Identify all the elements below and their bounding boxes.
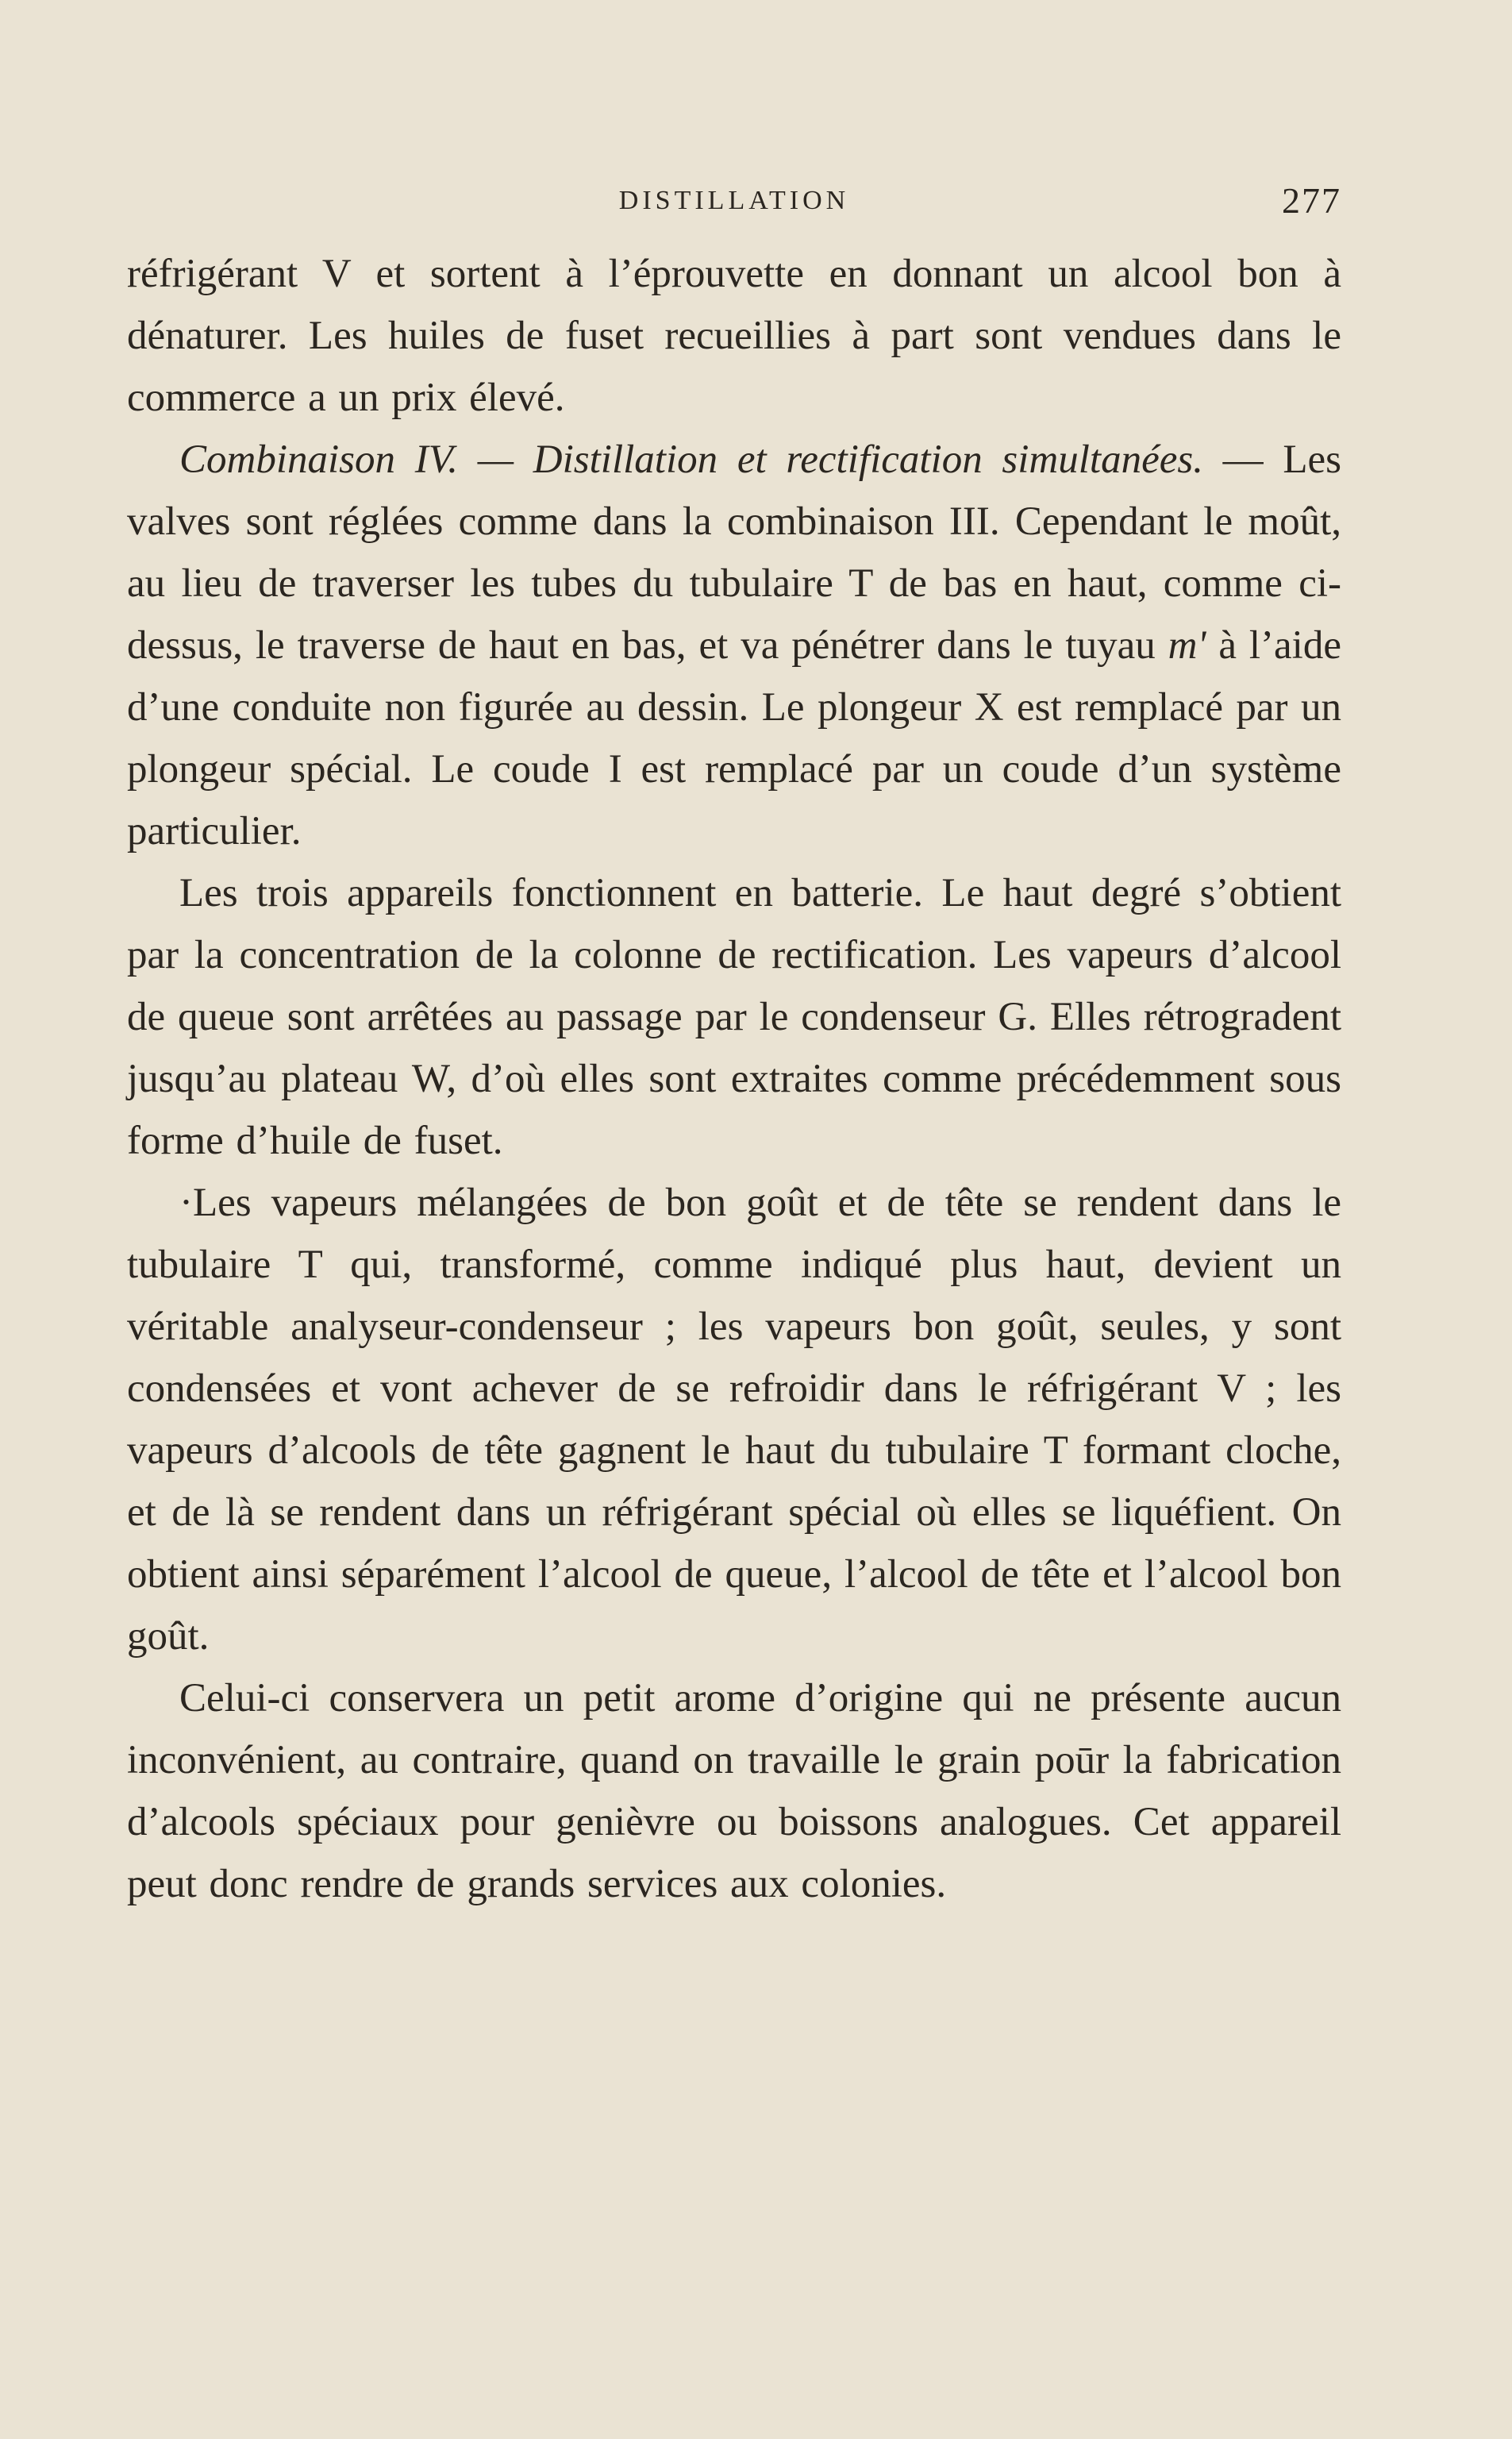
paragraph-combinaison-iv bbox=[127, 429, 1341, 862]
body-text bbox=[127, 243, 1341, 1915]
paragraph-text-end: à l’aide d’une conduite non figurée au dessin. Le plongeur X est remplacé par un plongeur spécial. Le coude I est remplacé par un coude d’un système particulier. bbox=[127, 623, 1341, 853]
running-head bbox=[127, 180, 1341, 222]
paragraph-vapeurs: ·Les vapeurs mélangées de bon goût et de tête se rendent dans le tubulaire T qui, transformé, comme indiqué plus haut, devient un véritable analyseur-condenseur ; les vapeurs bon goût, seules, y sont condensées et vont achever de se refroidir dans le réfrigérant V ; les vapeurs d’alcools de tête gagnent le haut du tubulaire T formant cloche, et de là se rendent dans un réfrigérant spécial où elles se liquéfient. On obtient ainsi séparément l’alcool de queue, l’alcool de tête et l’alcool bon goût. bbox=[127, 1181, 1341, 1659]
running-title: DISTILLATION bbox=[618, 186, 850, 215]
page-number: 277 bbox=[1282, 180, 1341, 221]
paragraph-arome: Celui-ci conservera un petit arome d’origine qui ne présente aucun inconvénient, au contraire, quand on travaille le grain poūr la fabrication d’alcools spéciaux pour genièvre ou boissons analogues. Cet appareil peut donc rendre de grands services aux colonies. bbox=[127, 1676, 1341, 1906]
section-heading-italic: Combinaison IV. — Distillation et rectification simultanées. bbox=[179, 437, 1203, 482]
paragraph-continuation: réfrigérant V et sortent à l’éprouvette en donnant un alcool bon à dénaturer. Les huiles de fuset recueillies à part sont vendues dans le commerce a un prix élevé. bbox=[127, 252, 1341, 420]
paragraph-batterie: Les trois appareils fonctionnent en batterie. Le haut degré s’obtient par la concentration de la colonne de rectification. Les vapeurs d’alcool de queue sont arrêtées au passage par le condenseur G. Elles rétrogradent jusqu’au plateau W, d’où elles sont extraites comme précédemment sous forme d’huile de fuset. bbox=[127, 871, 1341, 1163]
paragraph-text: — Les valves sont réglées comme dans la combinaison III. Cependant le moût, au lieu de traverser les tubes du tubulaire T de bas en haut, comme ci-dessus, le traverse de haut en bas, et va pénétrer dans le tuyau bbox=[127, 437, 1341, 668]
pipe-label-italic: m' bbox=[1168, 623, 1206, 668]
